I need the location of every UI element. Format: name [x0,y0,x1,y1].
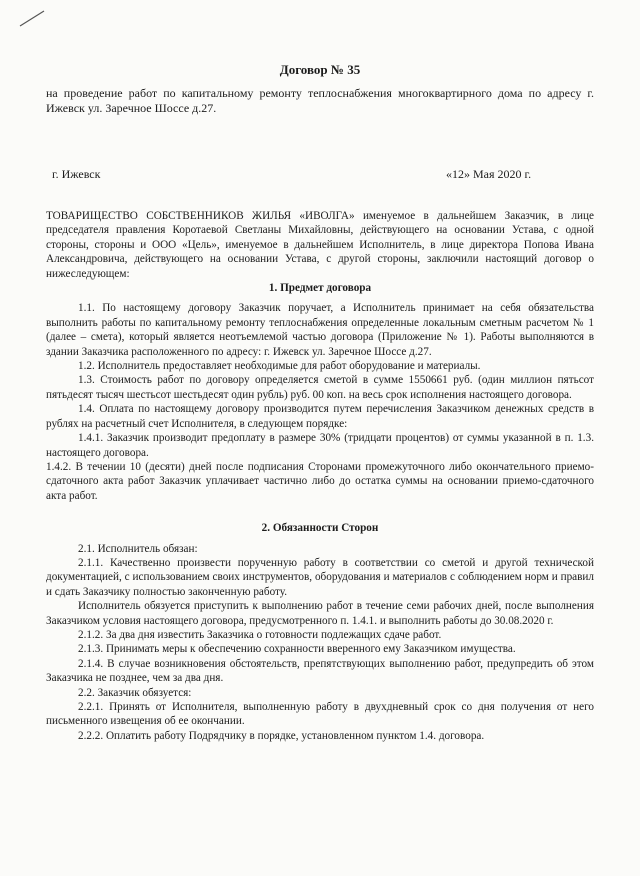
clause-1-4: 1.4. Оплата по настоящему договору производится путем перечисления Заказчиком денежных средств в рублях на расчетный счет Исполнителя, в следующем порядке: [46,403,594,430]
section-2-title: 2. Обязанности Сторон [261,522,379,535]
pen-stroke-mark [18,8,48,28]
clause-2-1-3: 2.1.3. Принимать меры к обеспечению сохранности вверенного ему Заказчиком имущества. [78,643,516,656]
contract-title: Договор № 35 [279,62,361,77]
contract-city: г. Ижевск [52,167,101,181]
clause-2-2-2: 2.2.2. Оплатить работу Подрядчику в порядке, установленном пунктом 1.4. договора. [78,729,485,742]
clause-1-4-1: 1.4.1. Заказчик производит предоплату в размере 30% (тридцати процентов) от суммы указанной в п. 1.3. настоящего договора. [46,432,594,459]
clause-2-1: 2.1. Исполнитель обязан: [78,542,198,555]
clause-2-1-1-term: Исполнитель обязуется приступить к выполнению работ в течение семи рабочих дней, после выполнения Заказчиком условия настоящего договора, предусмотренного п. 1.4.1. и выполнить работы до 30.08.2020 г. [46,600,594,627]
contract-subject: на проведение работ по капитальному ремонту теплоснабжения многоквартирного дома по адресу г. Ижевск ул. Заречное Шоссе д.27. [46,86,594,115]
clause-2-2: 2.2. Заказчик обязуется: [78,686,192,699]
clause-1-2: 1.2. Исполнитель предоставляет необходимые для работ оборудование и материалы. [78,360,481,373]
clause-2-1-1: 2.1.1. Качественно произвести порученную работу в соответствии со сметой и другой технической документацией, с использованием своих инструментов, оборудования и материалов с соблюдением норм и правил и сдать Заказчику полностью законченную работу. [46,556,594,598]
section-1-title: 1. Предмет договора [268,282,372,295]
clause-2-2-1: 2.2.1. Принять от Исполнителя, выполненную работу в двухдневный срок со дня получения от него письменного извещения об ее окончании. [46,701,594,728]
clause-1-1: 1.1. По настоящему договору Заказчик поручает, а Исполнитель принимает на себя обязательства выполнить работы по капитальному ремонту теплоснабжения определенные локальным сметным расчетом № 1 (далее – смета), который является неотъемлемой частью договора (Приложение № 1). Работы выполняются в здании Заказчика расположенного по адресу: г. Ижевск ул. Заречное Шоссе д.27. [46,302,594,358]
contract-body [46,209,594,743]
contract-date: «12» Мая 2020 г. [446,167,532,181]
clause-1-3: 1.3. Стоимость работ по договору определяется сметой в сумме 1550661 руб. (один миллион пятьсот пятьдесят тысяч шестьсот шестьдесят один рубль) руб. 00 коп. на весь срок исполнения настоящего договора. [46,374,594,401]
clause-2-1-2: 2.1.2. За два дня известить Заказчика о готовности подлежащих сдаче работ. [78,628,442,641]
clause-2-1-4: 2.1.4. В случае возникновения обстоятельств, препятствующих выполнению работ, предупредить об этом Заказчика не позднее, чем за два дня. [46,657,594,685]
preamble: ТОВАРИЩЕСТВО СОБСТВЕННИКОВ ЖИЛЬЯ «ИВОЛГА» именуемое в дальнейшем Заказчик, в лице председателя правления Коротаевой Светланы Михайловны, действующего на основании Устава, с одной стороны, стороны и ООО «Цель», именуемое в дальнейшем Исполнитель, в лице директора Попова Ивана Александровича, действующего на основании Устава, с другой стороны, заключили настоящий договор о нижеследующем: [46,210,594,280]
clause-1-4-2: 1.4.2. В течении 10 (десяти) дней после подписания Сторонами промежуточного либо окончательного приемо-сдаточного акта работ Заказчик уплачивает частично либо до остатка суммы на основании приемо-сдаточного акта работ. [46,460,594,502]
